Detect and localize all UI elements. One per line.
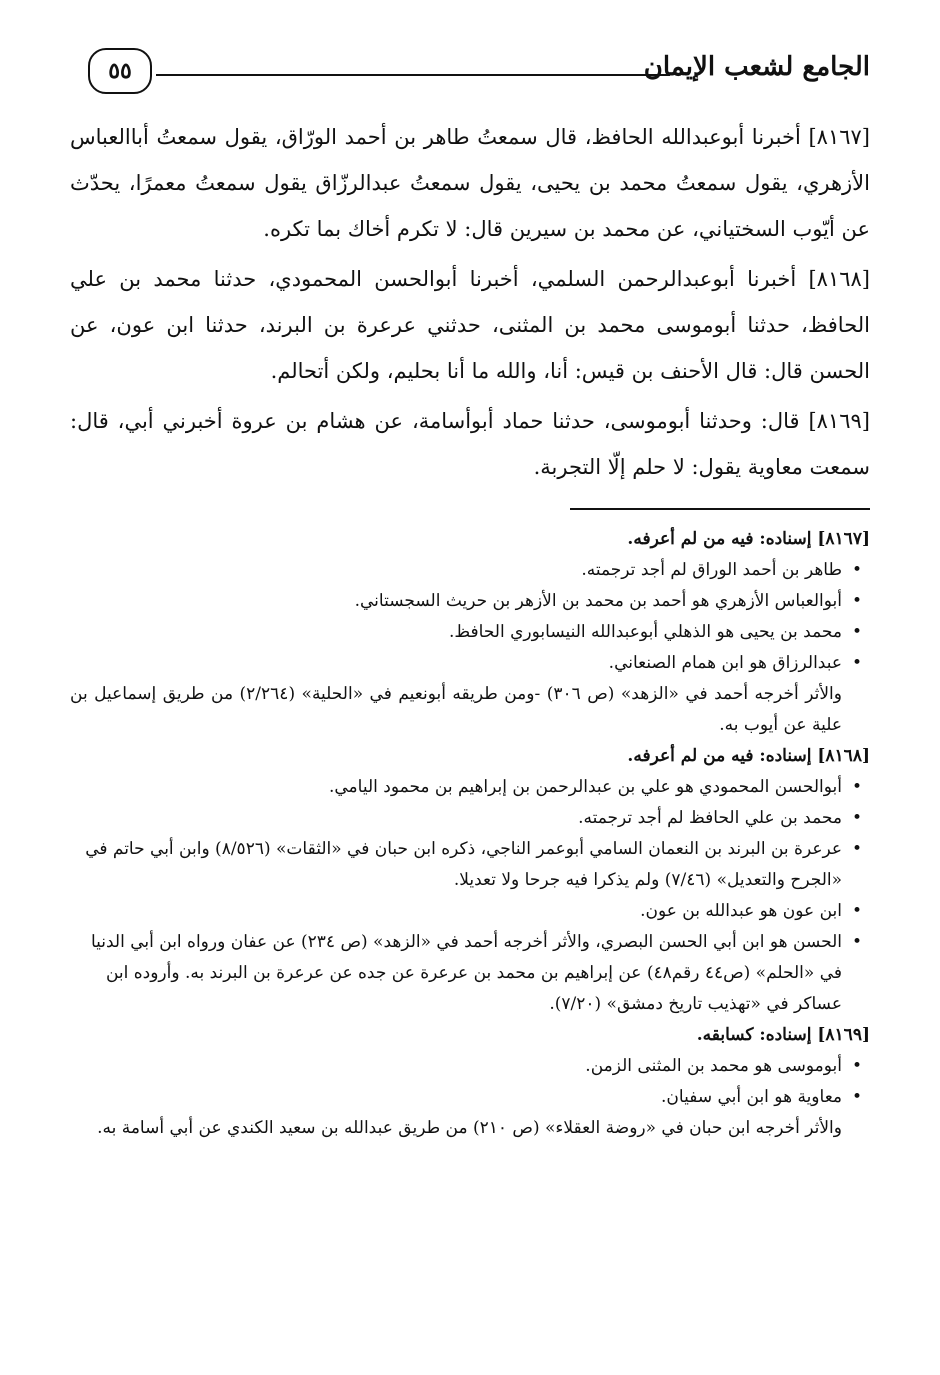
footnote-item: • أبوالعباس الأزهري هو أحمد بن محمد بن الأزهر بن حريث السجستاني. [70, 586, 842, 617]
footnote-item: • ابن عون هو عبدالله بن عون. [70, 896, 842, 927]
footnote-text: والأثر أخرجه أحمد في «الزهد» (ص ٣٠٦) -ومن طريقه أبونعيم في «الحلية» (٢/٢٦٤) من طريق إسماعيل بن علية عن أيوب به. [70, 684, 842, 735]
footnote-number: [٨١٦٨] [817, 746, 870, 766]
hadith-number: [٨١٦٩] [808, 409, 870, 433]
footnote-block [70, 524, 870, 741]
page-number-badge: ٥٥ [88, 48, 152, 94]
footnote-heading-text: إسناده: فيه من لم أعرفه. [627, 746, 812, 766]
footnote-list [70, 555, 870, 679]
hadith-number: [٨١٦٨] [808, 267, 870, 291]
hadith-paragraph [70, 114, 870, 252]
footnote-block [70, 741, 870, 1020]
footnote-list [70, 772, 870, 1020]
footnote-number: [٨١٦٩] [817, 1025, 870, 1045]
hadith-number: [٨١٦٧] [808, 125, 870, 149]
footnote-separator [570, 508, 870, 510]
hadith-text: أخبرنا أبوعبدالله الحافظ، قال سمعتُ طاهر بن أحمد الورّاق، يقول سمعتُ أباالعباس الأزهري، يقول سمعتُ محمد بن يحيى، يقول سمعتُ عبدالرزّاق يقول سمعتُ معمرًا، يحدّث عن أيّوب السختياني، عن محمد بن سيرين قال: لا تكرم أخاك بما تكره. [70, 125, 870, 241]
footnote-item: • معاوية هو ابن أبي سفيان. [70, 1082, 842, 1113]
footnote-number: [٨١٦٧] [817, 529, 870, 549]
footnote-item: • عرعرة بن البرند بن النعمان السامي أبوعمر الناجي، ذكره ابن حبان في «الثقات» (٨/٥٢٦) وابن أبي حاتم في «الجرح والتعديل» (٧/٤٦) ولم يذكرا فيه جرحا ولا تعديلا. [70, 834, 842, 896]
footnote-item: • الحسن هو ابن أبي الحسن البصري، والأثر أخرجه أحمد في «الزهد» (ص ٢٣٤) عن عفان ورواه ابن أبي الدنيا في «الحلم» (ص٤٤ رقم٤٨) عن إبراهيم بن محمد بن عرعرة عن جده عن عرعرة بن البرند به. وأروده ابن عساكر في «تهذيب تاريخ دمشق» (٧/٢٠). [70, 927, 842, 1020]
header-rule [156, 74, 670, 76]
footnote-item: • أبوموسى هو محمد بن المثنى الزمن. [70, 1051, 842, 1082]
hadith-paragraph [70, 256, 870, 394]
hadith-paragraph [70, 398, 870, 490]
footnote-item: • محمد بن علي الحافظ لم أجد ترجمته. [70, 803, 842, 834]
footnote-heading [70, 741, 870, 772]
footnote-item: • عبدالرزاق هو ابن همام الصنعاني. [70, 648, 842, 679]
footnote-item: • طاهر بن أحمد الوراق لم أجد ترجمته. [70, 555, 842, 586]
footnote-text: والأثر أخرجه ابن حبان في «روضة العقلاء» (ص ٢١٠) من طريق عبدالله بن سعيد الكندي عن أبي أسامة به. [97, 1118, 842, 1138]
footnote-block [70, 1020, 870, 1144]
footnote-heading-text: إسناده: فيه من لم أعرفه. [627, 529, 812, 549]
book-page [70, 40, 870, 1144]
running-title: الجامع لشعب الإيمان [643, 52, 870, 82]
footnote-heading [70, 524, 870, 555]
hadith-text: أخبرنا أبوعبدالرحمن السلمي، أخبرنا أبوالحسن المحمودي، حدثنا محمد بن علي الحافظ، حدثنا أبوموسى محمد بن المثنى، حدثني عرعرة بن البرند، حدثنا ابن عون، عن الحسن قال: قال الأحنف بن قيس: أنا، والله ما أنا بحليم، ولكن أتحالم. [70, 267, 870, 383]
footnote-heading-text: إسناده: كسابقه. [696, 1025, 812, 1045]
page-header [70, 40, 870, 106]
hadith-text: قال: وحدثنا أبوموسى، حدثنا حماد أبوأسامة، عن هشام بن عروة أخبرني أبي، قال: سمعت معاوية يقول: لا حلم إلّا التجربة. [70, 409, 870, 479]
footnote-item: • أبوالحسن المحمودي هو علي بن عبدالرحمن بن إبراهيم بن محمود اليامي. [70, 772, 842, 803]
main-text [70, 114, 870, 490]
footnote-heading [70, 1020, 870, 1051]
footnote-item: • محمد بن يحيى هو الذهلي أبوعبدالله النيسابوري الحافظ. [70, 617, 842, 648]
footnotes [70, 524, 870, 1144]
footnote-list [70, 1051, 870, 1113]
